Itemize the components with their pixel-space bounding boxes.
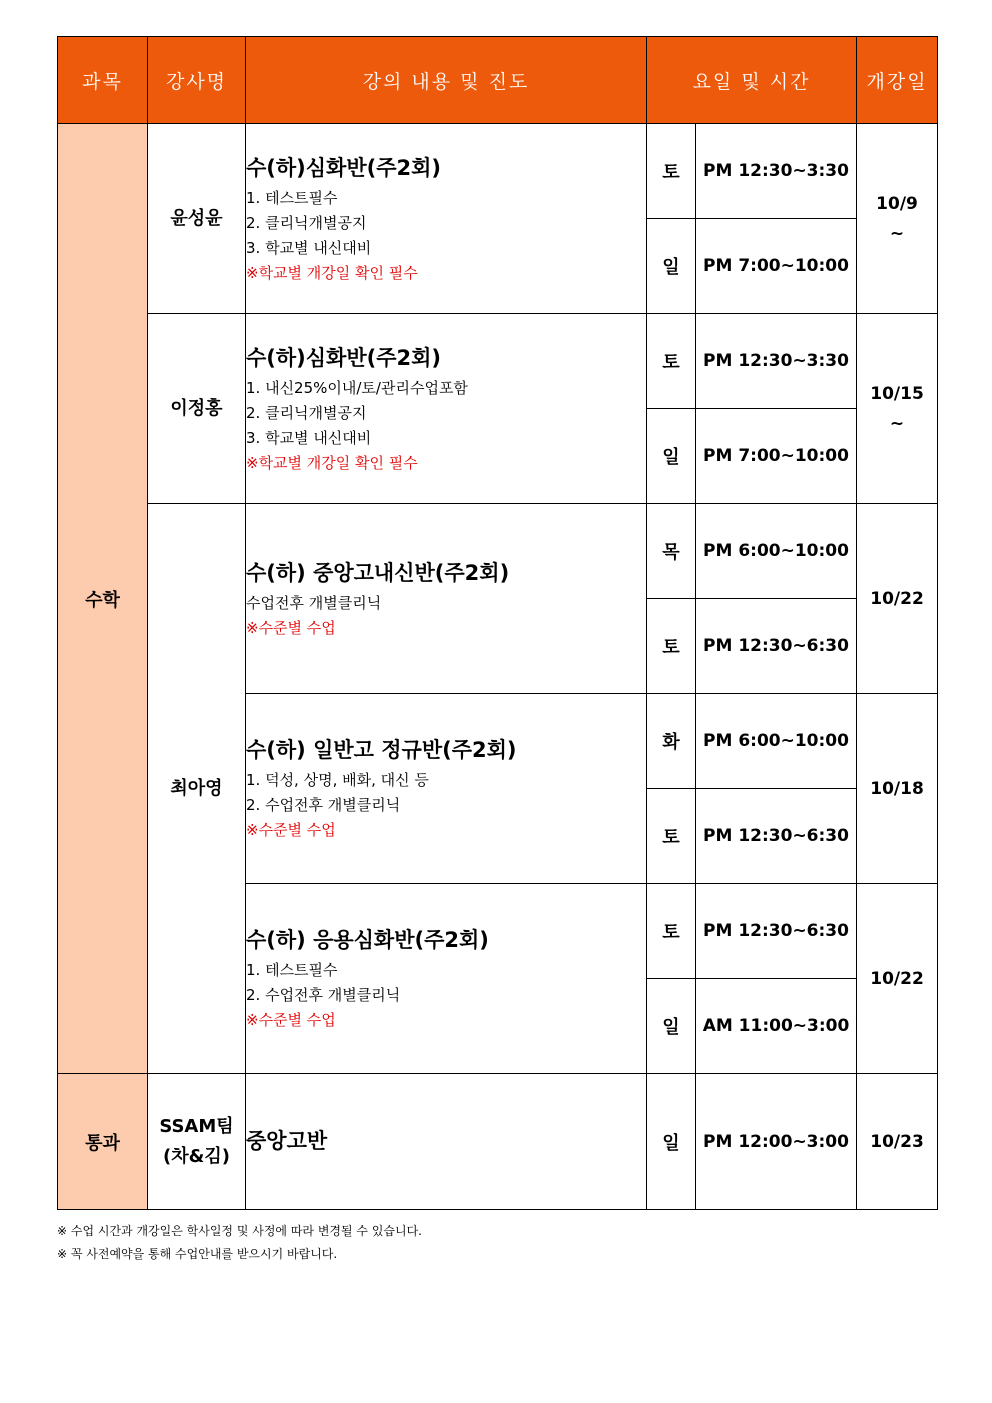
- time-cell: PM 6:00~10:00: [696, 694, 857, 789]
- class-title: 수(하) 중앙고내신반(주2회): [246, 560, 510, 585]
- day-cell: 화: [647, 694, 696, 789]
- content-cell: [246, 694, 647, 884]
- table-row: [58, 1074, 938, 1210]
- day-cell: 일: [647, 219, 696, 314]
- time-cell: PM 12:30~6:30: [696, 599, 857, 694]
- header-teacher: 강사명: [148, 37, 246, 124]
- time-cell: PM 6:00~10:00: [696, 504, 857, 599]
- start-date: 10/9: [876, 193, 918, 214]
- start-date-cell: 10/18: [857, 694, 938, 884]
- time-cell: PM 12:30~6:30: [696, 789, 857, 884]
- time-cell: PM 12:30~3:30: [696, 124, 857, 219]
- start-date: 10/15: [870, 383, 924, 404]
- class-line: 3. 학교별 내신대비: [246, 428, 372, 447]
- time-cell: PM 12:00~3:00: [696, 1074, 857, 1210]
- class-line: 2. 클리닉개별공지: [246, 213, 367, 232]
- start-date-cell: 10/22: [857, 884, 938, 1074]
- content-cell: [246, 1074, 647, 1210]
- time-cell: PM 7:00~10:00: [696, 409, 857, 504]
- day-cell: 일: [647, 979, 696, 1074]
- teacher-cell: 윤성윤: [148, 124, 246, 314]
- class-line: 1. 테스트필수: [246, 961, 338, 979]
- class-line: 2. 클리닉개별공지: [246, 403, 367, 422]
- time-cell: PM 12:30~6:30: [696, 884, 857, 979]
- day-cell: 토: [647, 124, 696, 219]
- class-line: 2. 수업전후 개별클리닉: [246, 986, 401, 1004]
- content-cell: [246, 884, 647, 1074]
- class-line: 수업전후 개별클리닉: [246, 593, 382, 612]
- class-note: ※학교별 개강일 확인 필수: [246, 263, 418, 282]
- day-cell: 토: [647, 314, 696, 409]
- table-row: [58, 504, 938, 599]
- teacher-cell: [148, 1074, 246, 1210]
- header-content: 강의 내용 및 진도: [246, 37, 647, 124]
- teacher-cell: 최아영: [148, 504, 246, 1074]
- schedule-table: [57, 36, 938, 1210]
- class-title: 수(하)심화반(주2회): [246, 345, 442, 370]
- table-row: [58, 124, 938, 219]
- class-title: 수(하)심화반(주2회): [246, 155, 442, 180]
- time-cell: AM 11:00~3:00: [696, 979, 857, 1074]
- header-start: 개강일: [857, 37, 938, 124]
- class-line: 1. 덕성, 상명, 배화, 대신 등: [246, 771, 429, 789]
- content-cell: [246, 314, 647, 504]
- class-note: ※수준별 수업: [246, 821, 336, 839]
- day-cell: 토: [647, 599, 696, 694]
- class-line: 3. 학교별 내신대비: [246, 238, 372, 257]
- header-schedule: 요일 및 시간: [647, 37, 857, 124]
- day-cell: 토: [647, 884, 696, 979]
- start-tilde: ~: [889, 223, 905, 244]
- day-cell: 일: [647, 1074, 696, 1210]
- footnote: ※ 꼭 사전예약을 통해 수업안내를 받으시기 바랍니다.: [57, 1247, 338, 1261]
- subject-cell-math: 수학: [58, 124, 148, 1074]
- content-cell: [246, 504, 647, 694]
- time-cell: PM 7:00~10:00: [696, 219, 857, 314]
- header-row: [58, 37, 938, 124]
- start-date-cell: 10/23: [857, 1074, 938, 1210]
- header-subject: 과목: [58, 37, 148, 124]
- class-title: 수(하) 일반고 정규반(주2회): [246, 738, 517, 762]
- class-note: ※수준별 수업: [246, 618, 336, 637]
- class-note: ※학교별 개강일 확인 필수: [246, 453, 418, 472]
- class-line: 1. 테스트필수: [246, 188, 338, 207]
- subject-cell-tonggwa: 통과: [58, 1074, 148, 1210]
- time-cell: PM 12:30~3:30: [696, 314, 857, 409]
- class-title: 수(하) 응용심화반(주2회): [246, 928, 489, 952]
- footnote: ※ 수업 시간과 개강일은 학사일정 및 사정에 따라 변경될 수 있습니다.: [57, 1224, 422, 1238]
- start-date-cell: 10/22: [857, 504, 938, 694]
- class-line: 1. 내신25%이내/토/관리수업포함: [246, 378, 468, 397]
- class-line: 2. 수업전후 개별클리닉: [246, 796, 401, 814]
- content-cell: [246, 124, 647, 314]
- teacher-name: SSAM팀: [159, 1115, 234, 1137]
- teacher-cell: 이정홍: [148, 314, 246, 504]
- day-cell: 토: [647, 789, 696, 884]
- teacher-members: (차&김): [163, 1145, 230, 1167]
- class-title: 중앙고반: [246, 1128, 328, 1153]
- table-row: [58, 314, 938, 409]
- start-tilde: ~: [889, 413, 905, 434]
- start-date-cell: [857, 124, 938, 314]
- class-note: ※수준별 수업: [246, 1011, 336, 1029]
- day-cell: 목: [647, 504, 696, 599]
- start-date-cell: [857, 314, 938, 504]
- day-cell: 일: [647, 409, 696, 504]
